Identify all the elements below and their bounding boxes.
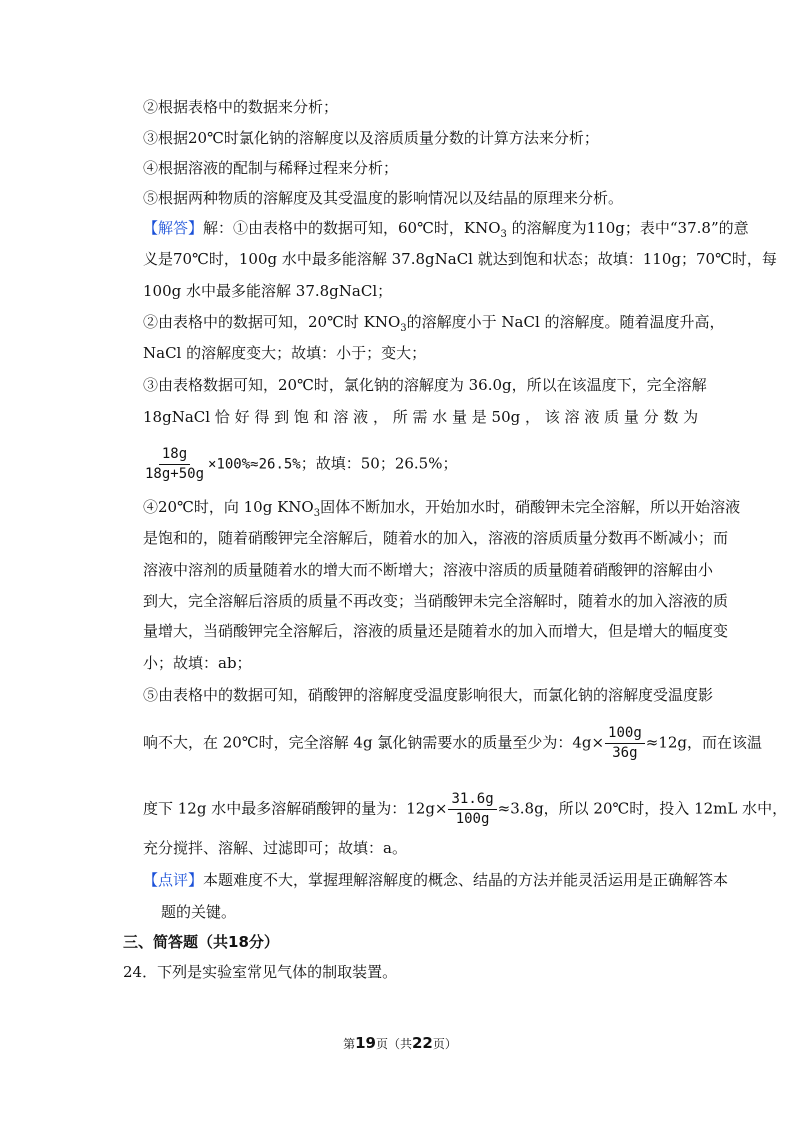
answer-line-4 [143,312,725,335]
fraction-numerator: 18g [159,446,190,465]
answer-text-a: 响不大，在 20℃时，完全溶解 4g 氯化钠需要水的质量至少为：4g× [143,733,605,752]
answer-line-12: 到大，完全溶解后溶质的质量不再改变；当硝酸钾未完全溶解时，随着水的加入溶液的质 [143,592,729,610]
question-24: 24．下列是实验室常见气体的制取装置。 [123,963,398,981]
answer-line-14: 小；故填：ab； [143,654,252,672]
comment-line-2: 题的关键。 [161,903,237,921]
answer-line-6: ③由表格数据可知，20℃时，氯化钠的溶解度为 36.0g，所以在该温度下，完全溶解 [143,376,707,394]
footer-mid: 页（共 [375,1037,412,1051]
answer-line-15: ⑤由表格中的数据可知，硝酸钾的溶解度受温度影响很大，而氯化钠的溶解度受温度影 [143,686,714,704]
answer-line-9 [143,497,740,520]
answer-line-13: 量增大，当硝酸钾完全溶解后，溶液的质量还是随着水的加入而增大，但是增大的幅度变 [143,622,729,640]
fraction [448,791,496,828]
subscript: 3 [500,229,507,240]
answer-line-17 [143,791,787,828]
answer-line-11: 溶液中溶剂的质量随着水的增大而不断增大；溶液中溶质的质量随着硝酸钾的溶解由小 [143,561,714,579]
analysis-line-3: ③根据20℃时氯化钠的溶解度以及溶质质量分数的计算方法来分析； [143,129,599,147]
subscript: 3 [400,323,407,334]
answer-text: ；故填：50；26.5%； [300,454,458,473]
answer-line-10: 是饱和的，随着硝酸钾完全溶解后，随着水的加入，溶液的溶质质量分数再不断减小；而 [143,529,729,547]
answer-text-b: 的溶解度为110g；表中“37.8”的意 [506,219,749,237]
answer-text-a: 解：①由表格中的数据可知，60℃时，KNO [203,219,501,237]
answer-text-a: 度下 12g 水中最多溶解硝酸钾的量为：12g× [143,799,448,818]
answer-line-5: NaCl 的溶解度变大；故填：小于；变大； [143,344,427,362]
page-footer [0,1034,800,1052]
footer-page-number: 19 [355,1034,376,1052]
section-title: 三、简答题（共18分） [123,933,279,951]
answer-text-b: ≈3.8g，所以 20℃时，投入 12mL 水中， [497,799,788,818]
fraction-denominator: 36g [612,745,638,761]
answer-line-18: 充分搅拌、溶解、过滤即可；故填：a。 [143,839,407,857]
analysis-line-5: ⑤根据两种物质的溶解度及其受温度的影响情况以及结晶的原理来分析。 [143,189,624,207]
analysis-line-4: ④根据溶液的配制与稀释过程来分析； [143,159,399,177]
answer-text-b: ≈12g，而在该温 [645,733,763,752]
comment-line-1 [143,870,728,890]
answer-line-2: 义是70℃时，100g 水中最多能溶解 37.8gNaCl 就达到饱和状态；故填：110g；70℃时，每 [143,250,777,268]
fraction [605,725,645,762]
comment-tag: 【点评】 [143,871,204,889]
fraction-denominator: 18g+50g [145,466,205,482]
answer-text-a: ④20℃时，向 10g KNO [143,498,314,516]
subscript: 3 [313,508,321,519]
comment-text: 本题难度不大，掌握理解溶解度的概念、结晶的方法并能灵活运用是正确解答本 [203,871,729,889]
footer-suffix: 页） [432,1037,457,1051]
fraction-numerator: 100g [605,725,645,744]
formula-text: ×100%≈26.5% [208,456,301,473]
fraction-numerator: 31.6g [448,791,496,810]
fraction [142,446,207,483]
answer-line-7: 18gNaCl 恰 好 得 到 饱 和 溶 液 ， 所 需 水 量 是 50g ， 该 溶 液 质 量 分 数 为 [143,408,699,426]
analysis-line-2: ②根据表格中的数据来分析； [143,98,339,116]
answer-text-b: 的溶解度小于 NaCl 的溶解度。随着温度升高， [406,313,725,331]
answer-line-3: 100g 水中最多能溶解 37.8gNaCl； [143,282,393,300]
answer-line-16 [143,725,762,762]
answer-line-1 [143,218,749,241]
answer-text-a: ②由表格中的数据可知，20℃时 KNO [143,313,401,331]
fraction-denominator: 100g [455,811,490,827]
answer-text-b: 固体不断加水，开始加水时，硝酸钾未完全溶解，所以开始溶液 [320,498,741,516]
footer-prefix: 第 [343,1037,356,1051]
answer-line-8 [141,446,457,483]
footer-total-pages: 22 [412,1034,433,1052]
answer-tag: 【解答】 [143,219,204,237]
